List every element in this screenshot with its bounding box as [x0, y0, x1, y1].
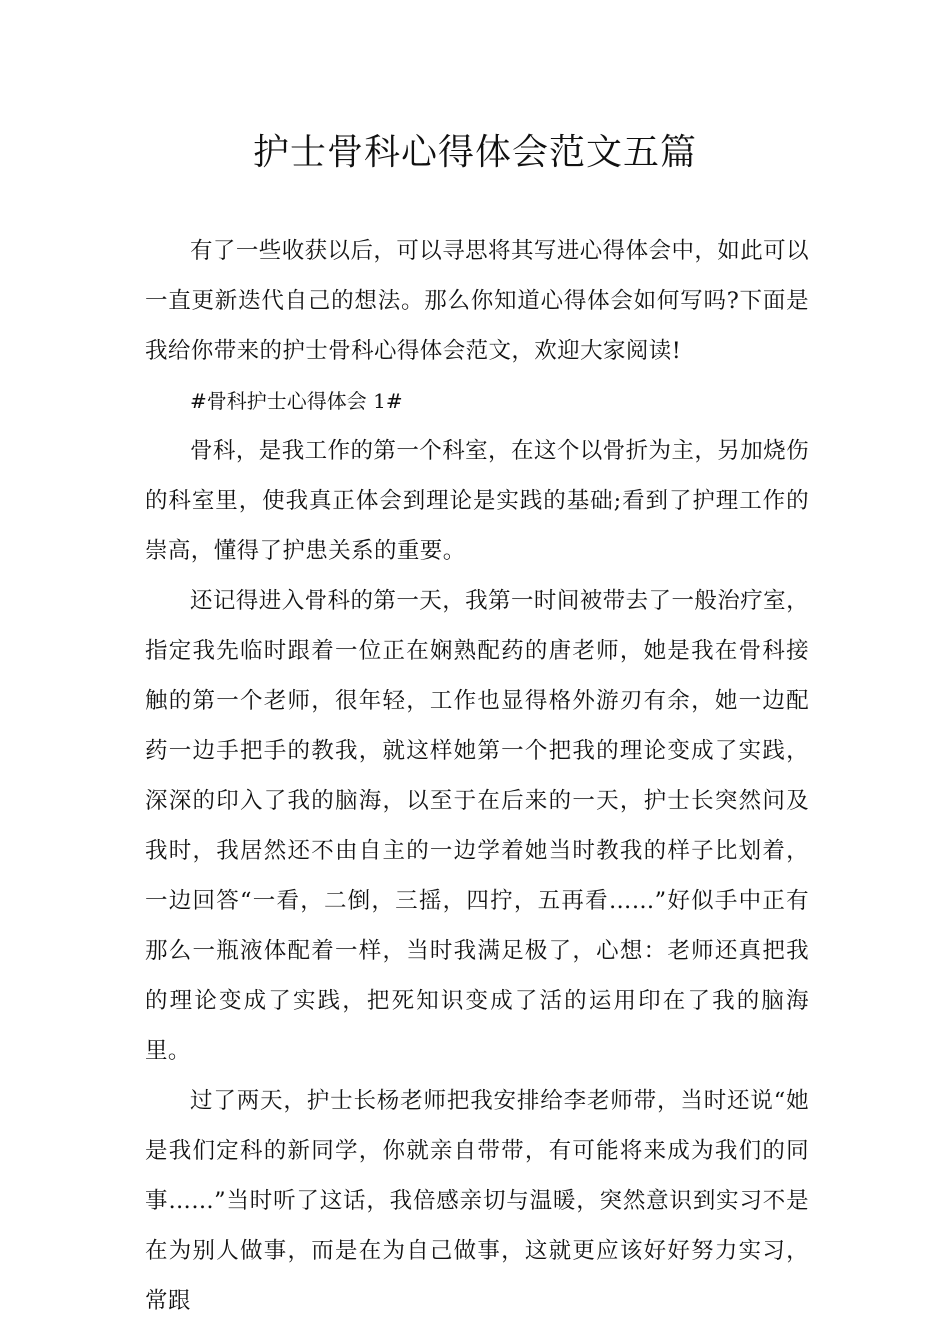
body-paragraph-1: 骨科，是我工作的第一个科室，在这个以骨折为主，另加烧伤的科室里，使我真正体会到理论是实践的基础;看到了护理工作的崇高，懂得了护患关系的重要。 — [145, 438, 809, 564]
document-body — [145, 226, 809, 1326]
section-heading: #骨科护士心得体会 1# — [190, 389, 403, 413]
body-paragraph-3: 过了两天，护士长杨老师把我安排给李老师带，当时还说“她是我们定科的新同学，你就亲自带带，有可能将来成为我们的同事……”当时听了这话，我倍感亲切与温暖，突然意识到实习不是在为别人做事，而是在为自己做事，这就更应该好好努力实习，常跟 — [145, 1088, 809, 1314]
body-paragraph-2: 还记得进入骨科的第一天，我第一时间被带去了一般治疗室，指定我先临时跟着一位正在娴熟配药的唐老师，她是我在骨科接触的第一个老师，很年轻，工作也显得格外游刃有余，她一边配药一边手把手的教我，就这样她第一个把我的理论变成了实践，深深的印入了我的脑海，以至于在后来的一天，护士长突然问及我时，我居然还不由自主的一边学着她当时教我的样子比划着，一边回答“一看，二倒，三摇，四拧，五再看……”好似手中正有那么一瓶液体配着一样，当时我满足极了，心想：老师还真把我的理论变成了实践，把死知识变成了活的运用印在了我的脑海里。 — [145, 588, 809, 1064]
intro-paragraph: 有了一些收获以后，可以寻思将其写进心得体会中，如此可以一直更新迭代自己的想法。那么你知道心得体会如何写吗?下面是我给你带来的护士骨科心得体会范文，欢迎大家阅读! — [145, 238, 809, 364]
document-title: 护士骨科心得体会范文五篇 — [252, 132, 697, 173]
